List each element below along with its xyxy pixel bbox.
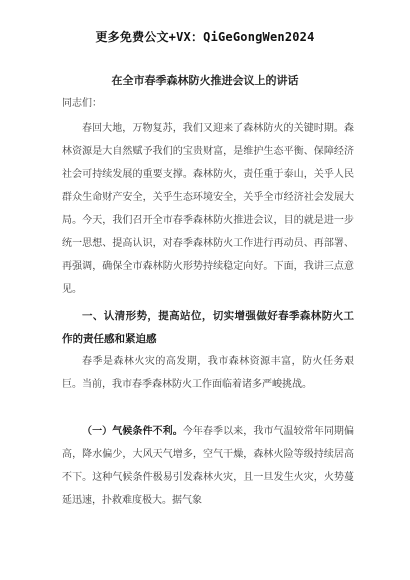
promo-banner: 更多免费公文+VX：QiGeGongWen2024	[95, 30, 315, 44]
subheading-climate: （一）气候条件不利。	[82, 426, 183, 437]
section-heading-1: 一、认清形势，提高站位，切实增强做好春季森林防火工作的责任感和紧迫感	[62, 310, 354, 345]
paragraph-intro: 春回大地，万物复苏，我们又迎来了森林防火的关键时期。森林资源是大自然赋予我们的宝贵财富，是维护生态平衡、保障经济社会可持续发展的重要支撑。森林防火，责任重于泰山，关乎人民群众生命财产安全，关乎生态环境安全，关乎全市经济社会发展大局。今天，我们召开全市春季森林防火推进会议，目的就是进一步统一思想、提高认识，对春季森林防火工作进行再动员、再部署、再强调，确保全市森林防火形势持续稳定向好。下面，我讲三点意见。	[62, 123, 354, 295]
document-title: 在全市春季森林防火推进会议上的讲话	[111, 74, 299, 87]
salutation: 同志们：	[62, 98, 102, 109]
paragraph-climate-text: 今年春季以来，我市气温较常年同期偏高，降水偏少，大风天气增多，空气干燥，森林火险等级持续居高不下。这种气候条件极易引发森林火灾，且一旦发生火灾，火势蔓延迅速，扑救难度极大。据气象	[62, 426, 355, 506]
paragraph-climate	[62, 420, 354, 512]
paragraph-section-1: 春季是森林火灾的高发期，我市森林资源丰富，防火任务艰巨。当前，我市春季森林防火工作面临着诸多严峻挑战。	[62, 356, 354, 390]
